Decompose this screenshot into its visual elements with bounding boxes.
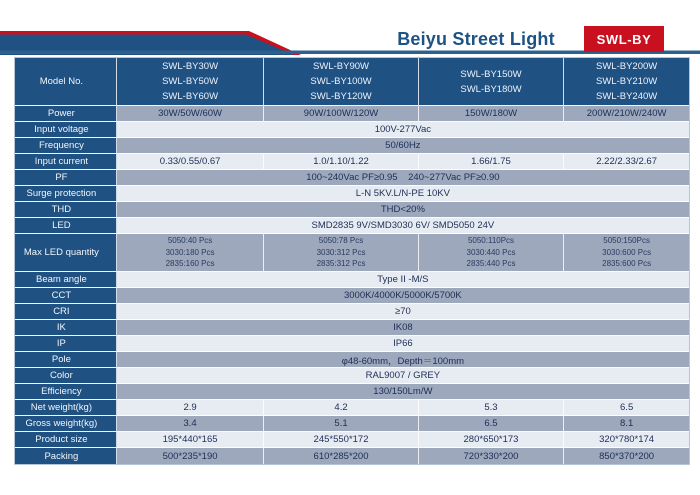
cell-line: 5050:110Pcs (467, 236, 515, 246)
model-series-badge: SWL-BY (584, 26, 664, 52)
row-value-net-weight-col4: 6.5 (564, 400, 689, 416)
cell-line: 3030:440 Pcs (466, 247, 516, 257)
spec-row-surge-protection (15, 186, 689, 202)
row-label-cct: CCT (15, 288, 117, 304)
page-title: Beiyu Street Light (397, 29, 555, 49)
row-value-net-weight-col2: 4.2 (264, 400, 418, 416)
cell-line: 5050:78 Pcs (318, 236, 364, 246)
row-value-model-no-col1 (117, 58, 265, 106)
spec-row-gross-weight (15, 416, 689, 432)
row-value-power-col2: 90W/100W/120W (264, 106, 418, 122)
cell-line: SWL-BY180W (460, 83, 522, 95)
cell-line: SWL-BY240W (596, 91, 658, 102)
row-value-product-size-col3: 280*650*173 (419, 432, 565, 448)
row-value-product-size-col2: 245*550*172 (264, 432, 418, 448)
spec-row-beam-angle (15, 272, 689, 288)
row-value-product-size-col4: 320*780*174 (564, 432, 689, 448)
row-label-product-size: Product size (15, 432, 117, 448)
cell-line: 5050:40 Pcs (167, 236, 213, 246)
row-value-net-weight-col1: 2.9 (117, 400, 265, 416)
spec-row-thd (15, 202, 689, 218)
row-value-ip: IP66 (117, 336, 689, 352)
spec-row-input-voltage (15, 122, 689, 138)
row-value-ik: IK08 (117, 320, 689, 336)
spec-row-led (15, 218, 689, 234)
row-value-input-current-col1: 0.33/0.55/0.67 (117, 154, 265, 170)
row-label-frequency: Frequency (15, 138, 117, 154)
row-value-model-no-col2 (264, 58, 418, 106)
spec-row-frequency (15, 138, 689, 154)
row-label-max-led-quantity: Max LED quantity (15, 234, 117, 272)
cell-line: SWL-BY50W (162, 76, 219, 87)
row-label-led: LED (15, 218, 117, 234)
row-value-net-weight-col3: 5.3 (419, 400, 565, 416)
row-label-input-current: Input current (15, 154, 117, 170)
spec-row-cct (15, 288, 689, 304)
row-value-color: RAL9007 / GREY (117, 368, 689, 384)
row-value-max-led-quantity-col1 (117, 234, 265, 272)
row-value-gross-weight-col3: 6.5 (419, 416, 565, 432)
row-value-packing-col1: 500*235*190 (117, 448, 265, 464)
cell-line: SWL-BY200W (596, 61, 658, 72)
row-label-gross-weight: Gross weight(kg) (15, 416, 117, 432)
row-value-gross-weight-col4: 8.1 (564, 416, 689, 432)
cell-line: SWL-BY150W (460, 68, 522, 80)
row-label-color: Color (15, 368, 117, 384)
row-label-efficiency: Efficiency (15, 384, 117, 400)
row-value-surge-protection: L-N 5KV.L/N-PE 10KV (117, 186, 689, 202)
cell-line: 3030:180 Pcs (165, 247, 215, 257)
row-value-model-no-col4 (564, 58, 689, 106)
row-label-thd: THD (15, 202, 117, 218)
cell-line: SWL-BY90W (313, 61, 370, 72)
spec-row-model-no (15, 58, 689, 106)
spec-row-efficiency (15, 384, 689, 400)
cell-line: SWL-BY30W (162, 61, 219, 72)
cell-line: SWL-BY100W (310, 76, 372, 87)
spec-row-packing (15, 448, 689, 464)
row-value-input-current-col3: 1.66/1.75 (419, 154, 565, 170)
spec-row-cri (15, 304, 689, 320)
row-value-power-col1: 30W/50W/60W (117, 106, 265, 122)
cell-line: SWL-BY210W (596, 76, 658, 87)
spec-table (14, 57, 690, 465)
spec-row-product-size (15, 432, 689, 448)
cell-line: 3030:600 Pcs (602, 247, 652, 257)
row-value-frequency: 50/60Hz (117, 138, 689, 154)
row-label-pf: PF (15, 170, 117, 186)
spec-row-ik (15, 320, 689, 336)
spec-row-input-current (15, 154, 689, 170)
spec-row-power (15, 106, 689, 122)
cell-line: 2835:312 Pcs (316, 259, 366, 269)
row-value-pole: φ48-60mm，Depth＝100mm (117, 352, 689, 368)
row-value-max-led-quantity-col2 (264, 234, 418, 272)
row-label-power: Power (15, 106, 117, 122)
spec-row-net-weight (15, 400, 689, 416)
row-label-ip: IP (15, 336, 117, 352)
row-value-max-led-quantity-col3 (419, 234, 565, 272)
row-value-efficiency: 130/150Lm/W (117, 384, 689, 400)
cell-line: 5050:150Pcs (603, 236, 650, 246)
spec-row-color (15, 368, 689, 384)
cell-line: 2835:160 Pcs (165, 259, 215, 269)
spec-row-pf (15, 170, 689, 186)
row-value-packing-col4: 850*370*200 (564, 448, 689, 464)
row-label-ik: IK (15, 320, 117, 336)
spec-row-pole (15, 352, 689, 368)
row-value-input-current-col2: 1.0/1.10/1.22 (264, 154, 418, 170)
row-value-packing-col2: 610*285*200 (264, 448, 418, 464)
row-value-cri: ≥70 (117, 304, 689, 320)
row-label-net-weight: Net weight(kg) (15, 400, 117, 416)
row-value-power-col3: 150W/180W (419, 106, 565, 122)
cell-line: 2835:440 Pcs (466, 259, 516, 269)
row-value-input-voltage: 100V-277Vac (117, 122, 689, 138)
row-value-beam-angle: Type II -M/S (117, 272, 689, 288)
row-value-input-current-col4: 2.22/2.33/2.67 (564, 154, 689, 170)
row-value-gross-weight-col2: 5.1 (264, 416, 418, 432)
row-value-cct: 3000K/4000K/5000K/5700K (117, 288, 689, 304)
row-label-input-voltage: Input voltage (15, 122, 117, 138)
spec-row-max-led-quantity (15, 234, 689, 272)
spec-row-ip (15, 336, 689, 352)
cell-line: SWL-BY120W (310, 91, 372, 102)
cell-line: 2835:600 Pcs (602, 259, 652, 269)
row-value-model-no-col3 (419, 58, 565, 106)
row-value-max-led-quantity-col4 (564, 234, 689, 272)
cell-line: 3030:312 Pcs (316, 247, 366, 257)
row-value-packing-col3: 720*330*200 (419, 448, 565, 464)
row-label-pole: Pole (15, 352, 117, 368)
row-value-pf: 100~240Vac PF≥0.95 240~277Vac PF≥0.90 (117, 170, 689, 186)
cell-line: SWL-BY60W (162, 91, 219, 102)
row-value-led: SMD2835 9V/SMD3030 6V/ SMD5050 24V (117, 218, 689, 234)
row-value-power-col4: 200W/210W/240W (564, 106, 689, 122)
row-value-gross-weight-col1: 3.4 (117, 416, 265, 432)
row-value-product-size-col1: 195*440*165 (117, 432, 265, 448)
row-label-model-no: Model No. (15, 58, 117, 106)
row-value-thd: THD<20% (117, 202, 689, 218)
row-label-packing: Packing (15, 448, 117, 464)
row-label-beam-angle: Beam angle (15, 272, 117, 288)
row-label-surge-protection: Surge protection (15, 186, 117, 202)
row-label-cri: CRI (15, 304, 117, 320)
